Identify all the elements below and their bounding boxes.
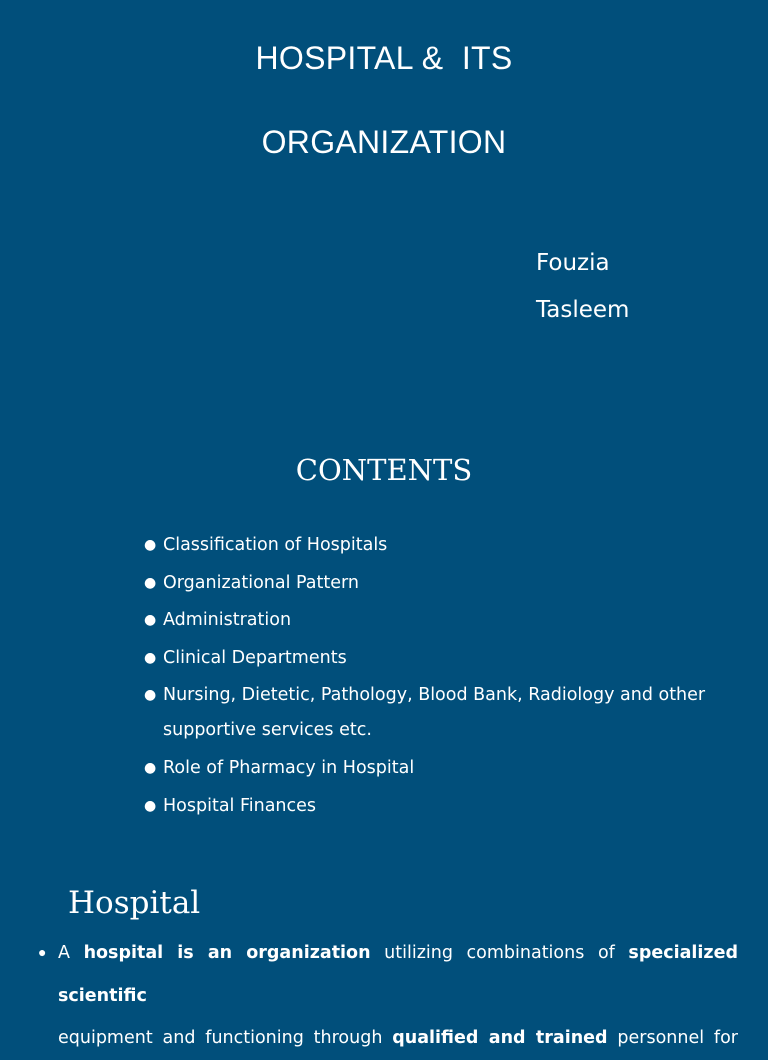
text-run: utilizing combinations of bbox=[370, 943, 629, 963]
bullet-icon: ● bbox=[144, 537, 157, 553]
list-item bbox=[0, 528, 768, 563]
list-item bbox=[0, 789, 768, 824]
contents-heading: CONTENTS bbox=[295, 453, 473, 487]
list-item-label: Nursing, Dietetic, Pathology, Blood Bank, Radiology and other supportive services etc. bbox=[163, 685, 706, 741]
author-last-name: Tasleem bbox=[536, 297, 630, 323]
bullet-icon: ● bbox=[144, 759, 157, 776]
paragraph-line-1 bbox=[58, 932, 738, 1017]
list-item bbox=[0, 566, 768, 601]
text-run: equipment and functioning through bbox=[58, 1028, 393, 1048]
list-item-label: Administration bbox=[163, 610, 292, 631]
text-run: A bbox=[58, 943, 84, 963]
list-item bbox=[0, 751, 768, 786]
list-item bbox=[0, 641, 768, 676]
bullet-icon: ● bbox=[144, 687, 157, 704]
list-item-label: Hospital Finances bbox=[163, 795, 317, 816]
slide-title-line-2: ORGANIZATION bbox=[261, 124, 507, 160]
list-item-label: Classification of Hospitals bbox=[163, 535, 388, 555]
bold-text-run: specialized scientific bbox=[58, 943, 738, 1006]
list-item bbox=[0, 603, 768, 638]
text-run: personnel for bbox=[607, 1028, 738, 1048]
hospital-definition-paragraph bbox=[58, 932, 738, 1060]
slide-title-line-1: HOSPITAL & ITS bbox=[255, 40, 513, 76]
bullet-icon: ● bbox=[144, 797, 157, 814]
bullet-icon: ● bbox=[38, 944, 47, 960]
list-item-label: Role of Pharmacy in Hospital bbox=[163, 757, 415, 778]
author-first-name: Fouzia bbox=[536, 250, 610, 276]
hospital-heading: Hospital bbox=[68, 885, 201, 921]
list-item bbox=[0, 678, 768, 748]
paragraph-line-2 bbox=[58, 1017, 738, 1060]
bold-text-run: qualified and trained bbox=[392, 1028, 608, 1048]
contents-list bbox=[0, 528, 768, 826]
bullet-icon: ● bbox=[144, 612, 157, 629]
list-item-label: Organizational Pattern bbox=[163, 572, 359, 593]
bold-text-run: hospital is an organization bbox=[83, 943, 371, 963]
bullet-icon: ● bbox=[144, 574, 157, 591]
bullet-icon: ● bbox=[144, 649, 157, 666]
list-item-label: Clinical Departments bbox=[163, 647, 347, 668]
